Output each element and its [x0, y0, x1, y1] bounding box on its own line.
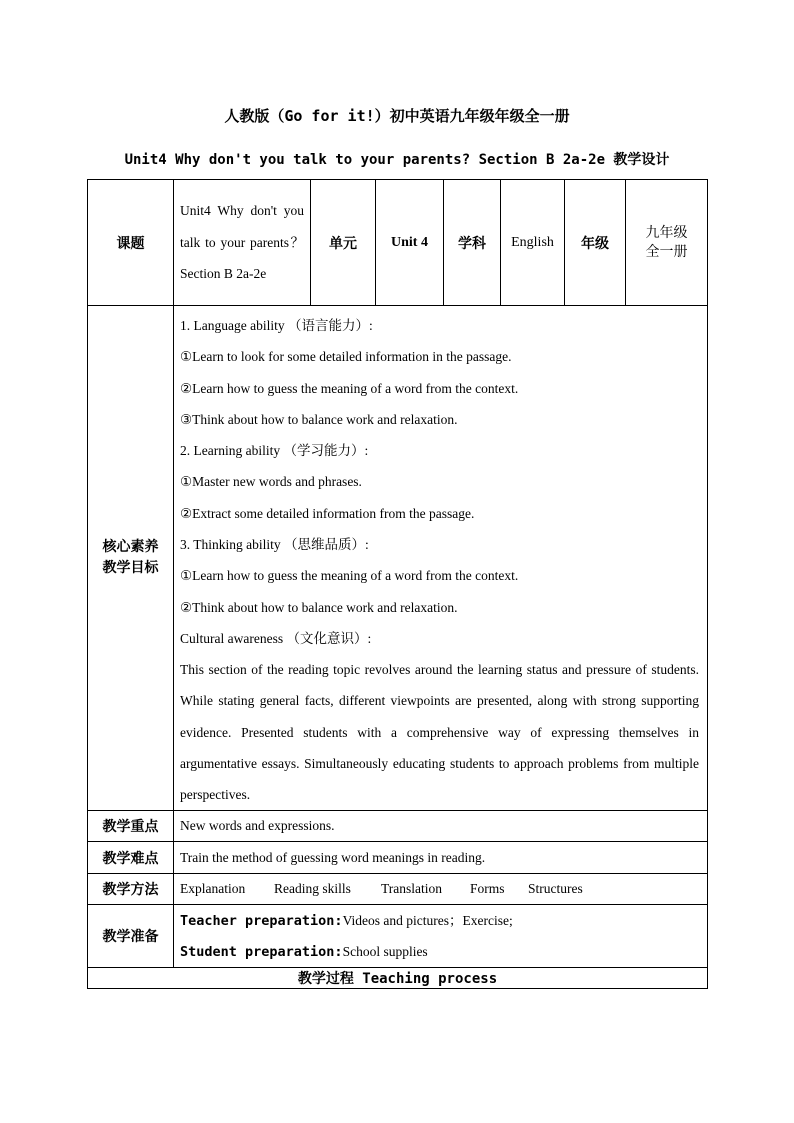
- goal-line: ③Think about how to balance work and relaxation.: [180, 411, 458, 427]
- key-points-row: [88, 811, 708, 842]
- difficulties-label: 教学难点: [88, 842, 174, 874]
- cultural-awareness-paragraph: This section of the reading topic revolves around the learning status and pressure of students. While stating general facts, different viewpoints are presented, along with strong supporting evidence. Presented students with a comprehensive way of expressing themselves in argumentative essays. Simultaneously educating students to approach problems from multiple perspectives.: [180, 662, 699, 803]
- teacher-preparation-value: Videos and pictures；Exercise;: [342, 913, 513, 929]
- unit-value: Unit 4: [376, 180, 444, 306]
- preparation-label: 教学准备: [88, 905, 174, 968]
- goal-line: ②Learn how to guess the meaning of a word from the context.: [180, 380, 519, 396]
- goal-line: Cultural awareness （文化意识）:: [180, 630, 372, 646]
- methods-row: [88, 874, 708, 905]
- grade-value: [626, 180, 708, 306]
- grade-value-line1: 九年级: [645, 224, 688, 241]
- difficulties-row: [88, 842, 708, 874]
- key-points-value: New words and expressions.: [174, 811, 708, 842]
- grade-value-line2: 全一册: [645, 243, 688, 260]
- methods-value: [174, 874, 708, 905]
- subject-label: 学科: [444, 180, 501, 306]
- goals-row: [88, 306, 708, 811]
- difficulties-value: Train the method of guessing word meanings in reading.: [174, 842, 708, 874]
- key-points-label: 教学重点: [88, 811, 174, 842]
- teaching-process-header: 教学过程 Teaching process: [88, 968, 708, 989]
- lesson-plan-table: [87, 179, 708, 989]
- teacher-preparation: [180, 905, 707, 936]
- goal-line: ①Master new words and phrases.: [180, 474, 362, 490]
- methods-label: 教学方法: [88, 874, 174, 905]
- method-item: Structures: [528, 881, 583, 897]
- document-subtitle: Unit4 Why don't you talk to your parents? Section B 2a-2e 教学设计: [124, 152, 670, 168]
- goals-label-line2: 教学目标: [102, 560, 159, 577]
- subject-value: English: [501, 180, 565, 306]
- student-preparation-value: School supplies: [342, 944, 428, 960]
- teacher-preparation-label: Teacher preparation:: [180, 913, 343, 930]
- goals-content: [174, 306, 708, 811]
- topic-row: [88, 180, 708, 306]
- topic-value: Unit4 Why don't you talk to your parents？ Section B 2a-2e: [174, 180, 311, 306]
- document-title: 人教版（Go for it!）初中英语九年级年级全一册: [224, 107, 570, 125]
- goal-line: 1. Language ability （语言能力）:: [180, 318, 373, 333]
- goals-label-line1: 核心素养: [102, 539, 159, 556]
- preparation-value: [174, 905, 708, 968]
- process-header-row: [88, 968, 708, 989]
- goal-line: 2. Learning ability （学习能力）:: [180, 443, 369, 459]
- goals-label: [88, 306, 174, 811]
- method-item: Translation: [381, 881, 443, 897]
- goal-line: 3. Thinking ability （思维品质）:: [180, 537, 369, 553]
- student-preparation: [180, 936, 707, 967]
- goal-line: ①Learn to look for some detailed information in the passage.: [180, 349, 512, 365]
- method-item: Forms: [470, 881, 505, 897]
- unit-label: 单元: [311, 180, 376, 306]
- grade-label: 年级: [565, 180, 626, 306]
- method-item: Reading skills: [274, 881, 351, 897]
- student-preparation-label: Student preparation:: [180, 944, 343, 961]
- goal-line: ②Think about how to balance work and relaxation.: [180, 599, 458, 615]
- goal-line: ②Extract some detailed information from the passage.: [180, 505, 475, 521]
- goal-line: ①Learn how to guess the meaning of a word from the context.: [180, 568, 519, 584]
- topic-label: 课题: [88, 180, 174, 306]
- method-item: Explanation: [180, 881, 246, 897]
- preparation-row: [88, 905, 708, 968]
